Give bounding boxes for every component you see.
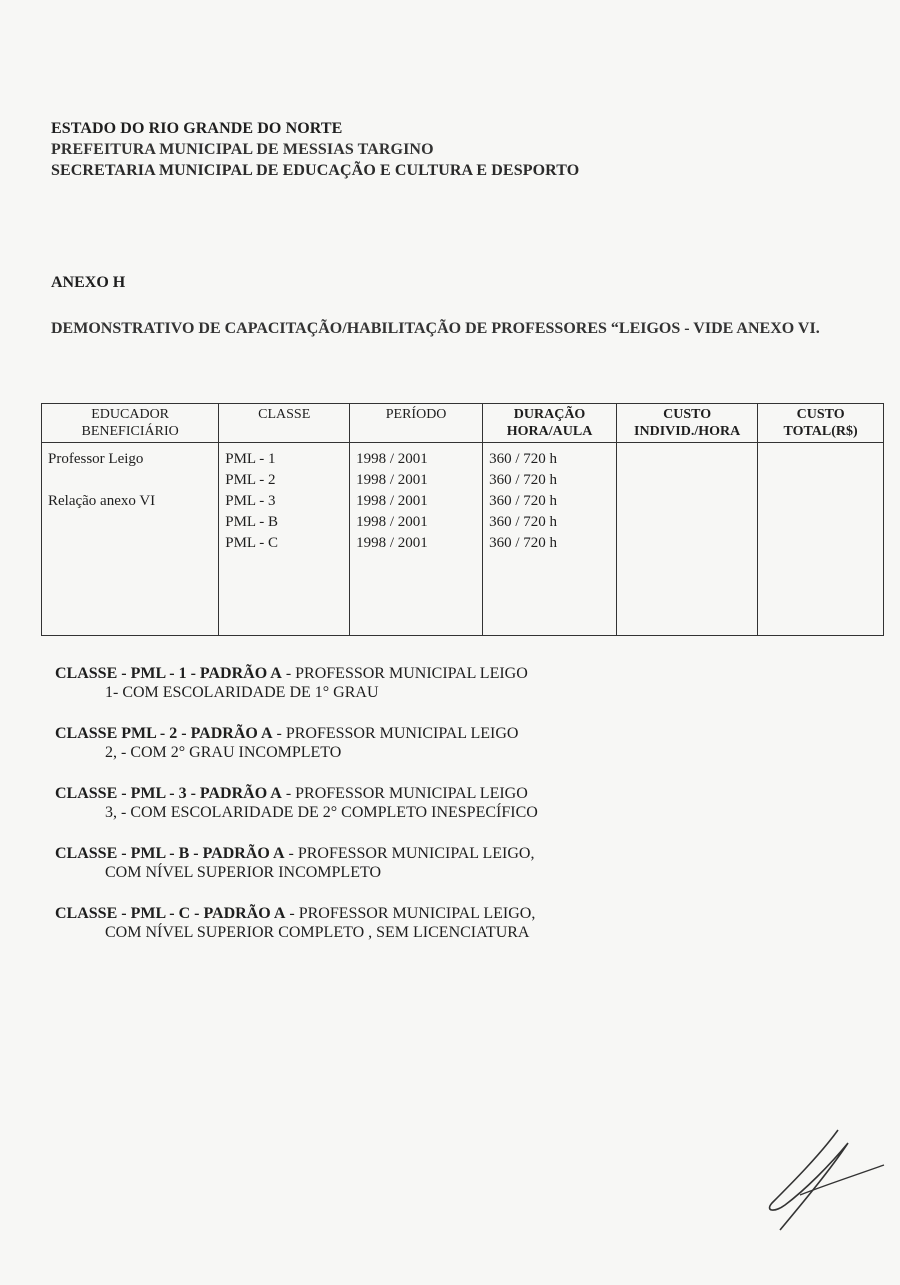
periodo-item: 1998 / 2001: [356, 535, 428, 551]
training-table: [41, 403, 884, 636]
table-row: [42, 443, 884, 636]
note-detail: 3, - COM ESCOLARIDADE DE 2° COMPLETO INESPECÍFICO: [105, 804, 538, 821]
cell-custo-individual: [617, 443, 758, 636]
cell-classes: [219, 443, 350, 636]
class-notes: [55, 664, 538, 964]
signature-mark: [760, 1125, 890, 1235]
duracao-item: 360 / 720 h: [489, 451, 557, 467]
educador-line: Relação anexo VI: [48, 493, 156, 509]
note-detail: 2, - COM 2° GRAU INCOMPLETO: [105, 744, 342, 761]
class-note: [55, 784, 538, 822]
duracao-item: 360 / 720 h: [489, 535, 557, 551]
header-duracao: DURAÇÃO HORA/AULA: [483, 404, 617, 443]
table-header-row: [42, 404, 884, 443]
duracao-item: 360 / 720 h: [489, 472, 557, 488]
note-heading: CLASSE - PML - C - PADRÃO A - PROFESSOR MUNICIPAL LEIGO,: [55, 905, 536, 922]
class-note: [55, 664, 538, 702]
classe-item: PML - B: [225, 514, 279, 530]
cell-periodos: [350, 443, 483, 636]
letterhead: [51, 118, 579, 181]
annex-title: ANEXO H: [51, 274, 126, 291]
note-detail: COM NÍVEL SUPERIOR INCOMPLETO: [105, 864, 382, 881]
state-name: ESTADO DO RIO GRANDE DO NORTE: [51, 120, 343, 137]
educador-line: Professor Leigo: [48, 451, 144, 467]
duracao-item: 360 / 720 h: [489, 514, 557, 530]
note-detail: COM NÍVEL SUPERIOR COMPLETO , SEM LICENCIATURA: [105, 924, 530, 941]
header-custo-individual: CUSTO INDIVID./HORA: [617, 404, 758, 443]
classe-item: PML - 1: [225, 451, 276, 467]
periodo-item: 1998 / 2001: [356, 493, 428, 509]
note-detail: 1- COM ESCOLARIDADE DE 1° GRAU: [105, 684, 379, 701]
note-heading: CLASSE - PML - 1 - PADRÃO A - PROFESSOR MUNICIPAL LEIGO: [55, 665, 528, 682]
note-heading: CLASSE PML - 2 - PADRÃO A - PROFESSOR MUNICIPAL LEIGO: [55, 725, 519, 742]
secretariat-name: SECRETARIA MUNICIPAL DE EDUCAÇÃO E CULTURA E DESPORTO: [51, 162, 580, 179]
document-subtitle: DEMONSTRATIVO DE CAPACITAÇÃO/HABILITAÇÃO DE PROFESSORES “LEIGOS - VIDE ANEXO VI.: [51, 320, 820, 337]
prefecture-name: PREFEITURA MUNICIPAL DE MESSIAS TARGINO: [51, 141, 434, 158]
cell-custo-total: [758, 443, 884, 636]
header-educador: EDUCADOR BENEFICIÁRIO: [42, 404, 219, 443]
cell-duracoes: [483, 443, 617, 636]
class-note: [55, 844, 538, 882]
classe-item: PML - 3: [225, 493, 276, 509]
periodo-item: 1998 / 2001: [356, 451, 428, 467]
class-note: [55, 904, 538, 942]
cell-educador: [42, 443, 219, 636]
header-classe: CLASSE: [219, 404, 350, 443]
classe-item: PML - C: [225, 535, 279, 551]
note-heading: CLASSE - PML - B - PADRÃO A - PROFESSOR MUNICIPAL LEIGO,: [55, 845, 535, 862]
duracao-item: 360 / 720 h: [489, 493, 557, 509]
classe-item: PML - 2: [225, 472, 276, 488]
periodo-item: 1998 / 2001: [356, 472, 428, 488]
note-heading: CLASSE - PML - 3 - PADRÃO A - PROFESSOR MUNICIPAL LEIGO: [55, 785, 528, 802]
periodo-item: 1998 / 2001: [356, 514, 428, 530]
header-custo-total: CUSTO TOTAL(R$): [758, 404, 884, 443]
header-periodo: PERÍODO: [350, 404, 483, 443]
class-note: [55, 724, 538, 762]
